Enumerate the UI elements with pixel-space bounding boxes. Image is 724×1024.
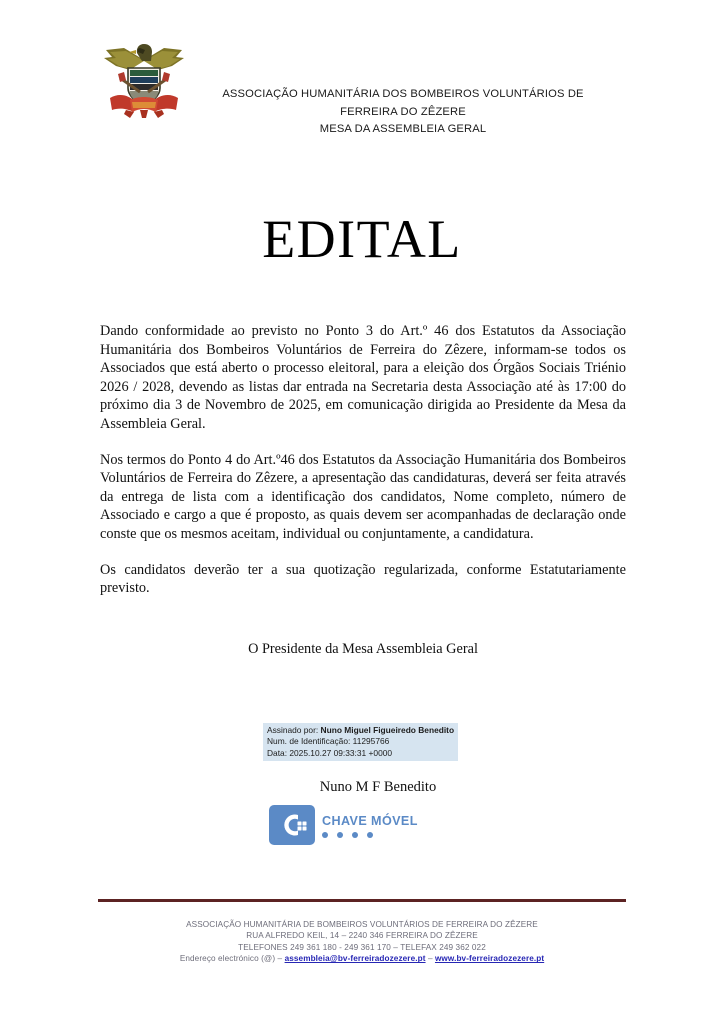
chave-movel-text-group <box>322 813 418 838</box>
signature-printed-name: Nuno M F Benedito <box>319 779 437 796</box>
page-title: EDITAL <box>262 209 462 269</box>
footer-website-link[interactable]: www.bv-ferreiradozezere.pt <box>434 954 545 964</box>
chave-movel-dots <box>322 832 418 838</box>
footer-contact-separator: – <box>427 954 433 964</box>
footer-contact-line <box>0 953 724 964</box>
chave-movel-logo-icon <box>269 805 315 845</box>
footer-line-1: ASSOCIAÇÃO HUMANITÁRIA DE BOMBEIROS VOLUNTÁRIOS DE FERREIRA DO ZÊZERE <box>186 920 538 929</box>
document-header <box>0 26 724 139</box>
chave-movel-dot-4 <box>367 832 373 838</box>
signature-signed-by-label: Assinado por: <box>267 725 319 735</box>
eagle-crest-logo-icon <box>96 30 192 126</box>
chave-movel-dot-2 <box>337 832 343 838</box>
signature-id-line: Num. de Identificação: 11295766 <box>267 736 390 747</box>
footer-email-link[interactable]: assembleia@bv-ferreiradozezere.pt <box>284 954 426 964</box>
footer-divider <box>98 899 626 902</box>
signer-title: O Presidente da Mesa Assembleia Geral <box>248 641 478 657</box>
signature-signed-by-row <box>267 725 454 736</box>
signature-date-line: Data: 2025.10.27 09:33:31 +0000 <box>267 747 393 758</box>
paragraph-2: Nos termos do Ponto 4 do Art.º46 dos Estatutos da Associação Humanitária dos Bombeiros Voluntários de Ferreira do Zêzere, a apresentação das candidaturas, deverá ser feita através da entrega de lista com a identificação dos candidatos, Nome completo, número de Associado e cargo a que é proposto, as quais devem ser acompanhadas de declaração onde conste que os mesmos aceitam, individual ou conjuntamente, a candidatura. <box>100 451 626 542</box>
signature-info-box <box>263 723 458 761</box>
footer-line-3: TELEFONES 249 361 180 - 249 361 170 – TELEFAX 249 362 022 <box>238 942 486 952</box>
document-footer <box>0 919 724 965</box>
footer-contact-prefix: Endereço electrónico (@) – <box>179 954 283 964</box>
digital-signature-block <box>263 723 493 845</box>
footer-line-2: RUA ALFREDO KEIL, 14 – 2240 346 FERREIRA DO ZÊZERE <box>246 931 478 941</box>
organisation-heading <box>192 26 724 139</box>
chave-movel-dot-1 <box>322 832 328 838</box>
document-body <box>100 322 626 657</box>
chave-movel-dot-3 <box>352 832 358 838</box>
org-line-2: FERREIRA DO ZÊZERE <box>340 105 466 118</box>
org-line-1: ASSOCIAÇÃO HUMANITÁRIA DOS BOMBEIROS VOLUNTÁRIOS DE <box>222 88 584 100</box>
chave-movel-wordmark: CHAVE MÓVEL <box>322 813 418 828</box>
signature-signer-name: Nuno Miguel Figueiredo Benedito <box>320 725 455 735</box>
org-line-3: MESA DA ASSEMBLEIA GERAL <box>319 123 487 135</box>
paragraph-3: Os candidatos deverão ter a sua quotização regularizada, conforme Estatutariamente previsto. <box>100 561 626 597</box>
paragraph-1: Dando conformidade ao previsto no Ponto 3 do Art.º 46 dos Estatutos da Associação Humanitária dos Bombeiros Voluntários de Ferreira do Zêzere, informam-se todos os Associados que está aberto o processo eleitoral, para a eleição dos Órgãos Sociais Triénio 2026 / 2028, devendo as listas dar entrada na Secretaria desta Associação até às 17:00 do próximo dia 3 de Novembro de 2025, em comunicação dirigida ao Presidente da Mesa da Assembleia Geral. <box>100 323 626 432</box>
chave-movel-logo <box>269 805 419 845</box>
